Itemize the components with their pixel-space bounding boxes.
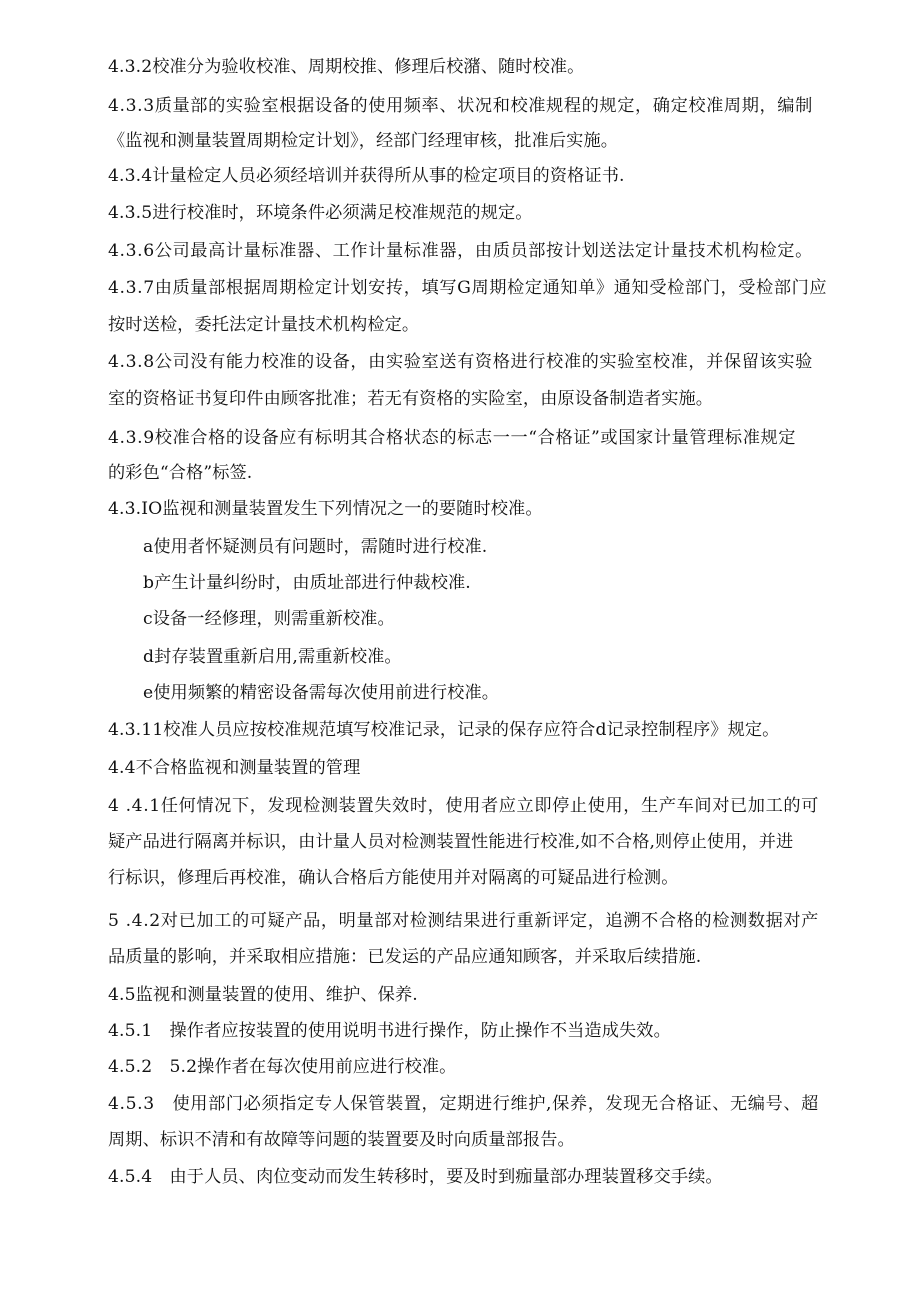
clause-4-3-10-item-c: c设备一经修理，则需重新校准。 bbox=[143, 609, 395, 629]
clause-4-5-4: 4.5.4 由于人员、肉位变动而发生转移时，要及时到痂量部办理装置移交手续。 bbox=[108, 1167, 723, 1187]
clause-4-5-3-line-1: 4.5.3 使用部门必须指定专人保管裝置，定期进行维护,保养，发现无合格证、无编号、超 bbox=[108, 1094, 819, 1114]
clause-4-3-3-line-2: 《监视和测量装置周期检定计划》，经部门经理审核，批准后实施。 bbox=[108, 131, 619, 151]
section-4-5-heading: 4.5监视和测量装置的使用、维护、保养. bbox=[108, 985, 418, 1005]
clause-4-3-10-item-d: d封存装置重新启用,需重新校准。 bbox=[143, 647, 402, 667]
clause-4-3-6: 4.3.6公司最高计量标准器、工作计量标准器，由质员部按计划送法定计量技术机构检定。 bbox=[108, 241, 813, 261]
clause-4-3-10-item-b: b产生计量纠纷时，由质址部进行仲裁校准. bbox=[143, 573, 471, 593]
clause-4-3-10: 4.3.IO监视和测量装置发生下列情况之一的要随时校准。 bbox=[108, 499, 543, 519]
clause-4-4-1-line-2: 疑产品进行隔离并标识，由计量人员对检测装置性能进行校准,如不合格,则停止使用，并进 bbox=[108, 832, 794, 852]
clause-4-3-4: 4.3.4计量检定人员必须经培训并获得所从事的检定项目的资格证书. bbox=[108, 166, 625, 186]
clause-4-4-2-line-2: 品质量的影响，并采取相应措施：已发运的产品应通知顾客，并采取后续措施. bbox=[108, 947, 702, 967]
clause-4-3-8-line-2: 室的资格证书复印件由顾客批准；若无有资格的实险室，由原设备制造者实施。 bbox=[108, 389, 714, 409]
clause-4-3-7-line-1: 4.3.7由质量部根据周期检定计划安抟，填写G周期检定通知单》通知受检部门，受检部门应 bbox=[108, 278, 828, 298]
clause-4-3-9-line-1: 4.3.9校准合格的设备应有标明其合格状态的标志一一“合格证”或国家计量管理标准规定 bbox=[108, 428, 797, 448]
clause-4-3-9-line-2: 的彩色“合格”标签. bbox=[108, 463, 253, 483]
clause-4-4-1-line-3: 行标识，修理后再校准，确认合格后方能使用并对隔离的可疑品进行检测。 bbox=[108, 868, 679, 888]
clause-4-4-2-line-1: 5 .4.2对已加工的可疑产品，明量部对检测结果进行重新评定，追溯不合格的检测数据对产 bbox=[108, 911, 819, 931]
clause-4-3-2: 4.3.2校准分为验收校准、周期校推、修理后校潴、随时校准。 bbox=[108, 57, 585, 77]
clause-4-3-3-line-1: 4.3.3质量部的实验室根据设备的使用频率、状况和校准规程的规定，确定校准周期，编制 bbox=[108, 96, 813, 116]
clause-4-3-10-item-a: a使用者怀疑测员有问题时，需随时进行校准. bbox=[143, 537, 488, 557]
clause-4-5-2: 4.5.2 5.2操作者在每次使用前应进行校准。 bbox=[108, 1057, 457, 1077]
clause-4-3-5: 4.3.5进行校准时，环境条件必须满足校准规范的规定。 bbox=[108, 203, 533, 223]
clause-4-5-1: 4.5.1 操作者应按装置的使用说明书进行操作，防止操作不当造成失效。 bbox=[108, 1021, 671, 1041]
clause-4-5-3-line-2: 周期、标识不清和有故障等问题的装置要及时向质量部报告。 bbox=[108, 1130, 575, 1150]
clause-4-3-7-line-2: 按时送检，委托法定计量技术机构检定。 bbox=[108, 315, 420, 335]
clause-4-3-8-line-1: 4.3.8公司没有能力校准的设备，由实验室送有资格进行校准的实验室校准，并保留该实验 bbox=[108, 352, 813, 372]
clause-4-3-10-item-e: e使用频繁的精密设备需每次使用前进行校准。 bbox=[143, 683, 500, 703]
clause-4-4-1-line-1: 4 .4.1任何情况下，发现检测装置失效时，使用者应立即停止使用，生产车间对已加工的可 bbox=[108, 796, 819, 816]
clause-4-3-11: 4.3.11校准人员应按校准规范填写校准记录，记录的保存应符合d记录控制程序》规定。 bbox=[108, 720, 780, 740]
section-4-4-heading: 4.4不合格监视和测量装置的管理 bbox=[108, 758, 361, 778]
